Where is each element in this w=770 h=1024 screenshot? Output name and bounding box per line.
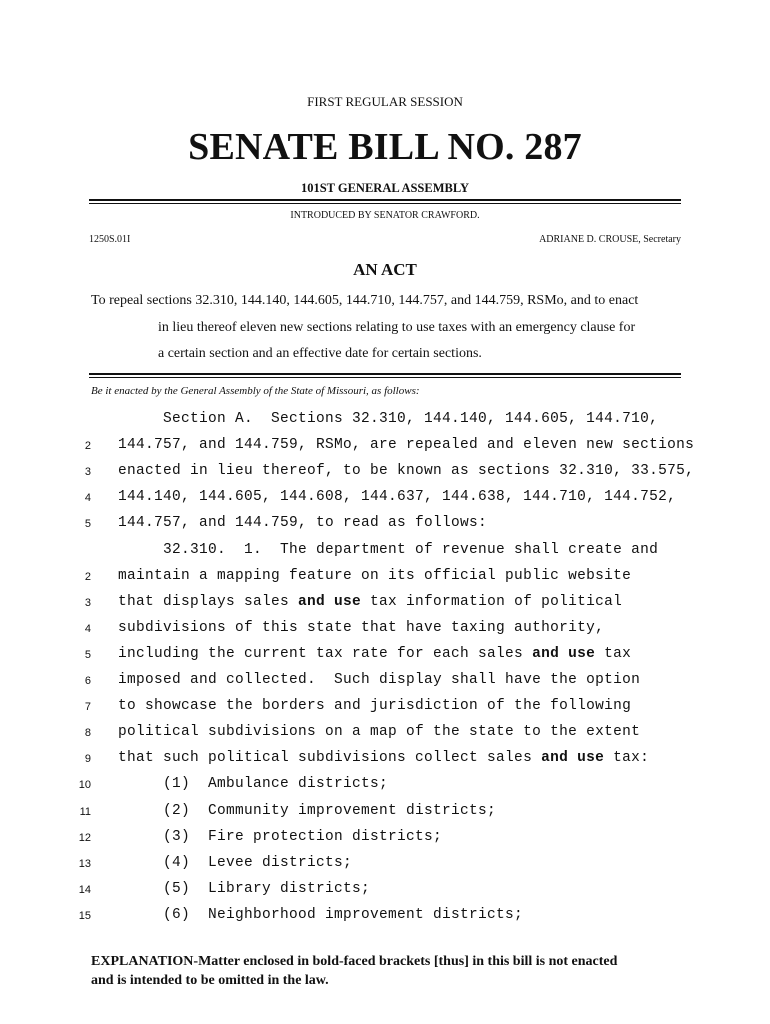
inserted-text: and use xyxy=(298,594,362,610)
bill-text-line xyxy=(118,802,496,820)
inserted-text: and use xyxy=(541,750,605,766)
bill-text-segment: tax: xyxy=(604,750,650,766)
bill-text-line xyxy=(118,749,649,767)
bill-text-line xyxy=(118,697,631,715)
bill-text-segment: imposed and collected. Such display shall have the option xyxy=(118,672,641,688)
assembly-label: 101ST GENERAL ASSEMBLY xyxy=(300,181,470,195)
line-number: 5 xyxy=(84,649,91,661)
act-title-line: in lieu thereof eleven new sections relating to use taxes with an emergency clause for xyxy=(158,320,636,335)
bill-text-segment: (1) Ambulance districts; xyxy=(118,776,389,792)
line-number: 6 xyxy=(84,675,91,687)
bill-text-segment: tax xyxy=(595,646,632,662)
line-number: 3 xyxy=(84,466,91,478)
line-number: 9 xyxy=(84,753,91,765)
bill-text-segment: (6) Neighborhood improvement districts; xyxy=(118,907,524,923)
bill-text-line xyxy=(118,645,631,663)
line-number: 4 xyxy=(84,623,91,635)
line-number: 8 xyxy=(84,727,91,739)
secretary-label: ADRIANE D. CROUSE, Secretary xyxy=(539,234,681,245)
act-title-line: To repeal sections 32.310, 144.140, 144.605, 144.710, 144.757, and 144.759, RSMo, and to enact xyxy=(91,293,639,308)
bill-title: SENATE BILL NO. 287 xyxy=(188,126,582,168)
bill-text-segment: that such political subdivisions collect sales xyxy=(118,750,542,766)
line-number: 2 xyxy=(84,440,91,452)
bill-text-segment: political subdivisions on a map of the state to the extent xyxy=(118,724,641,740)
bill-text-segment: (5) Library districts; xyxy=(118,881,371,897)
bill-text-segment: that displays sales xyxy=(118,594,299,610)
bill-text-segment: (4) Levee districts; xyxy=(118,855,353,871)
bill-text-line xyxy=(118,906,523,924)
bill-text-segment: maintain a mapping feature on its official public website xyxy=(118,568,632,584)
bill-text-segment: to showcase the borders and jurisdiction of the following xyxy=(118,698,632,714)
act-heading: AN ACT xyxy=(353,260,417,279)
bill-text-segment: subdivisions of this state that have taxing authority, xyxy=(118,620,605,636)
act-title-line: a certain section and an effective date for certain sections. xyxy=(158,346,482,361)
bill-code: 1250S.01I xyxy=(89,234,131,245)
bill-text-line xyxy=(118,828,442,846)
session-label: FIRST REGULAR SESSION xyxy=(307,94,463,109)
bill-text-segment: including the current tax rate for each sales xyxy=(118,646,533,662)
bill-text-line xyxy=(118,567,631,585)
bill-text-line: 144.140, 144.605, 144.608, 144.637, 144.638, 144.710, 144.752, xyxy=(118,489,677,505)
bill-text-line: 144.757, and 144.759, RSMo, are repealed and eleven new sections xyxy=(118,437,695,453)
enacting-divider xyxy=(89,373,681,378)
bill-text-line xyxy=(118,880,370,898)
header-divider xyxy=(89,199,681,204)
bill-text-line xyxy=(118,723,640,741)
introduced-by: INTRODUCED BY SENATOR CRAWFORD. xyxy=(290,210,480,221)
explanation-line: and is intended to be omitted in the law. xyxy=(91,973,329,988)
line-number: 15 xyxy=(78,910,91,922)
enacting-clause: Be it enacted by the General Assembly of the State of Missouri, as follows: xyxy=(91,385,420,397)
bill-text-segment: 32.310. 1. The department of revenue shall create and xyxy=(118,542,659,558)
line-number: 3 xyxy=(84,597,91,609)
inserted-text: and use xyxy=(532,646,596,662)
line-number: 12 xyxy=(78,832,91,844)
line-number: 4 xyxy=(84,492,91,504)
bill-text-line: 144.757, and 144.759, to read as follows: xyxy=(118,515,488,531)
line-number: 2 xyxy=(84,571,91,583)
bill-text-line xyxy=(118,671,640,689)
bill-text-line xyxy=(118,541,658,559)
line-number: 14 xyxy=(78,884,91,896)
line-number: 13 xyxy=(78,858,91,870)
bill-text-line: enacted in lieu thereof, to be known as sections 32.310, 33.575, xyxy=(118,463,695,479)
line-number: 5 xyxy=(84,518,91,530)
line-number: 11 xyxy=(79,806,91,818)
bill-text-line xyxy=(118,854,352,872)
bill-text-segment: (3) Fire protection districts; xyxy=(118,829,443,845)
bill-text-line xyxy=(118,619,604,637)
bill-text-segment: tax information of political xyxy=(361,594,623,610)
bill-text-segment: (2) Community improvement districts; xyxy=(118,803,497,819)
line-number: 7 xyxy=(84,701,91,713)
bill-text-line xyxy=(118,775,388,793)
bill-text-line xyxy=(118,593,622,611)
line-number: 10 xyxy=(78,779,91,791)
explanation-note xyxy=(91,952,691,990)
bill-text-line: Section A. Sections 32.310, 144.140, 144.605, 144.710, xyxy=(118,411,659,427)
explanation-line: EXPLANATION-Matter enclosed in bold-faced brackets [thus] in this bill is not enacted xyxy=(91,954,618,969)
